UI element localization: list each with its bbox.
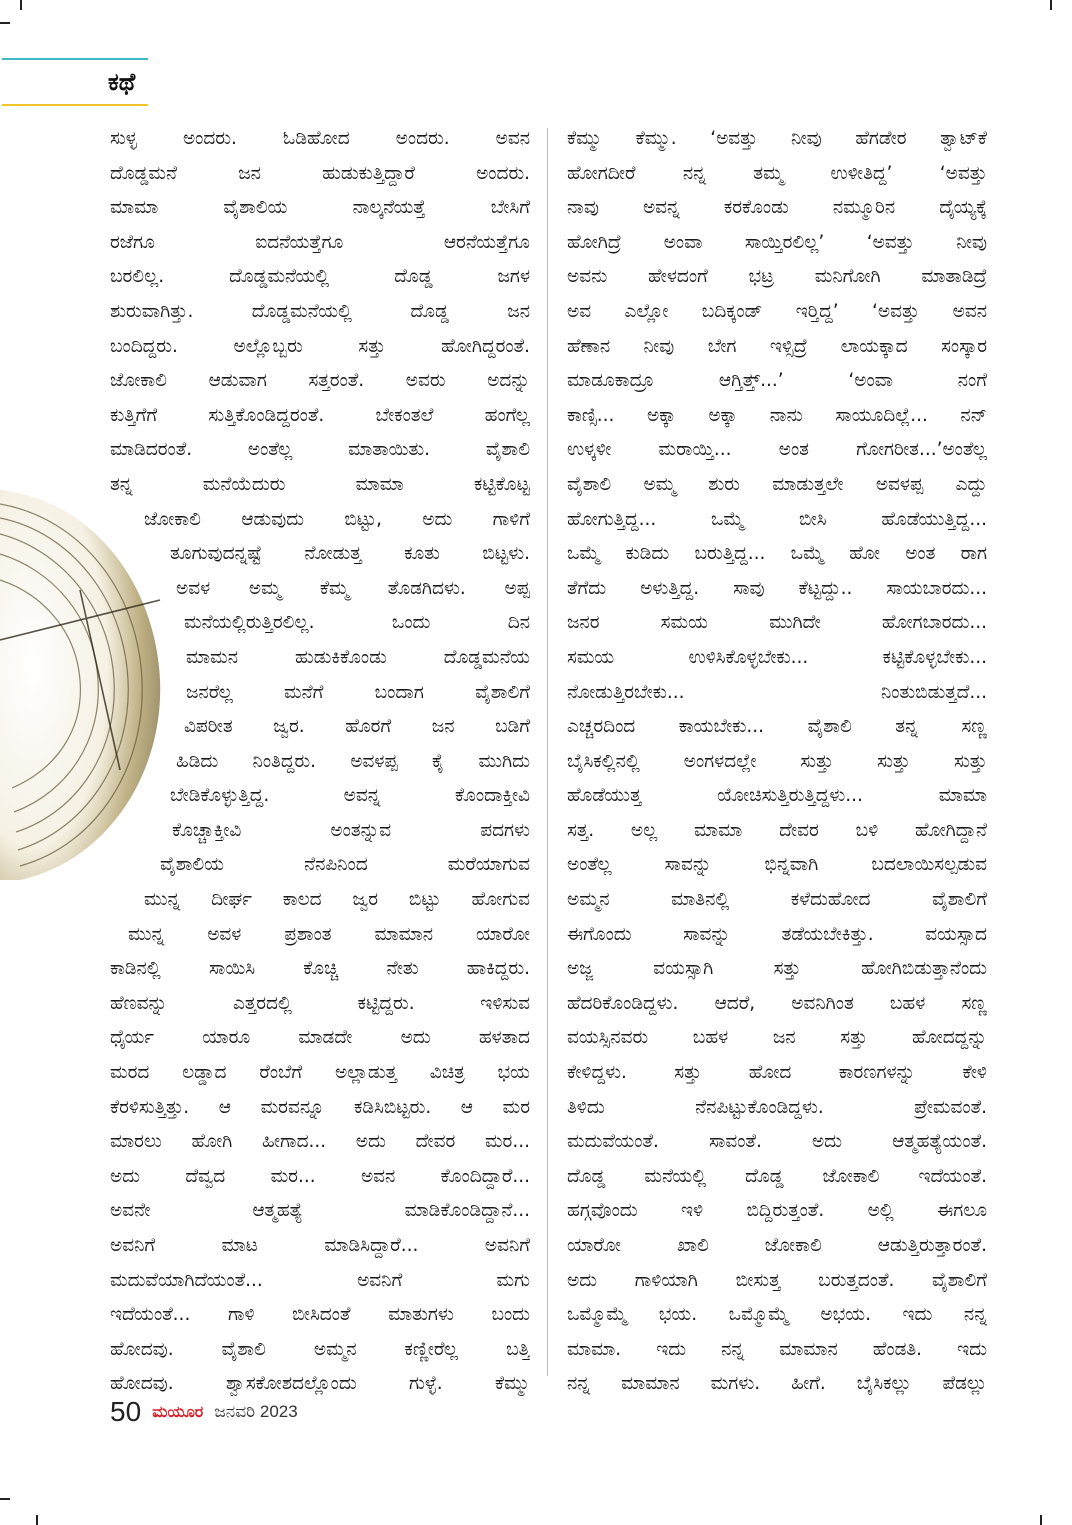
text-line: ಮಾರಲು ಹೋಗಿ ಹೀಗಾದ... ಅದು ದೇವರ ಮರ... — [110, 1131, 530, 1153]
crop-mark — [1040, 1515, 1042, 1525]
text-line: ದೊಡ್ಡ ಮನೆಯಲ್ಲಿ ದೊಡ್ಡ ಜೋಕಾಲಿ ಇದೆಯಂತೆ. — [567, 1165, 987, 1187]
text-line: ಮದುವೆಯಂತೆ. ಸಾವಂತೆ. ಅದು ಆತ್ಮಹತ್ಯೆಯಂತೆ. — [567, 1131, 987, 1153]
text-line: ಹಿಡಿದು ನಿಂತಿದ್ದರು. ಅವಳಪ್ಪ ಕೈ ಮುಗಿದು — [176, 750, 530, 772]
text-line: ನಾವು ಅವನ್ನ ಕರಕೊಂಡು ನಮ್ಮೂರಿನ ದೈಯ್ಯಕ್ಕೆ — [567, 197, 987, 219]
crop-mark — [20, 0, 22, 10]
crop-mark — [36, 1515, 38, 1525]
text-line: ದೊಡ್ಡಮನೆ ಜನ ಹುಡುಕುತ್ತಿದ್ದಾರೆ ಅಂದರು. — [110, 162, 530, 184]
text-line: ಅಂತೆಲ್ಲ ಸಾವನ್ನು ಭಿನ್ನವಾಗಿ ಬದಲಾಯಿಸಲ್ಪಡುವ — [567, 854, 987, 876]
text-line: ಮಾಡೂಕಾದ್ರೂ ಆಗ್ತಿತ್ತ್...’ ‘ಅಂವಾ ನಂಗೆ — [567, 370, 987, 392]
text-line: ಸುಳ್ಳ ಅಂದರು. ಓಡಿಹೋದ ಅಂದರು. ಅವನ — [110, 128, 530, 149]
section-rule-bottom — [2, 104, 148, 106]
text-line: ಜನರೆಲ್ಲ ಮನೆಗೆ ಬಂದಾಗ ವೈಶಾಲಿಗೆ — [186, 681, 530, 703]
page-number: 50 — [110, 1396, 142, 1427]
text-line: ಒಮ್ಮೊಮ್ಮೆ ಭಯ. ಒಮ್ಮೊಮ್ಮೆ ಅಭಯ. ಇದು ನನ್ನ — [567, 1304, 987, 1326]
section-title: ಕಥೆ — [108, 68, 136, 96]
crop-mark — [1050, 0, 1052, 10]
text-line: ಮಾಮನ ಹುಡುಕಿಕೊಂಡು ದೊಡ್ಡಮನೆಯ — [186, 646, 530, 668]
text-line: ತನ್ನ ಮನೆಯೆದುರು ಮಾಮಾ ಕಟ್ಟಿಕೊಟ್ಟ — [110, 473, 530, 495]
text-line: ನನ್ನ ಮಾಮಾನ ಮಗಳು. ಹೀಗೆ. ಬೈಸಿಕಲ್ಲು ಪೆಡಲ್ಲು — [567, 1373, 987, 1395]
text-line: ಧೈರ್ಯ ಯಾರೂ ಮಾಡದೇ ಅದು ಹಳತಾದ — [110, 1027, 530, 1049]
text-line: ಕುತ್ತಿಗೆಗೆ ಸುತ್ತಿಕೊಂಡಿದ್ದರಂತೆ. ಬೇಕಂತಲೆ ಹಂಗೆಲ್ಲ — [110, 404, 530, 426]
text-line: ಹೆಣವನ್ನು ಎತ್ತರದಲ್ಲಿ ಕಟ್ಟಿದ್ದರು. ಇಳಿಸುವ — [110, 992, 530, 1014]
text-line: ಮಾಡಿದರಂತೆ. ಅಂತೆಲ್ಲ ಮಾತಾಯಿತು. ವೈಶಾಲಿ — [110, 439, 530, 461]
text-line: ಮನೆಯಲ್ಲಿರುತ್ತಿರಲಿಲ್ಲ. ಒಂದು ದಿನ — [184, 612, 530, 634]
text-line: ಬೈಸಿಕಲ್ಲಿನಲ್ಲಿ ಅಂಗಳದಲ್ಲೇ ಸುತ್ತು ಸುತ್ತು ಸುತ್ತು — [567, 750, 987, 772]
text-line: ಕೆಮ್ಮು ಕೆಮ್ಮು. ‘ಅವತ್ತು ನೀವು ಹೆಗಡೇರ ತ್ವಾಟ್‌ಕೆ — [567, 128, 987, 149]
text-line: ಮಾಮಾ ವೈಶಾಲಿಯ ನಾಲ್ಕನೆಯತ್ತೆ ಬೇಸಿಗೆ — [110, 197, 530, 219]
text-line: ವಿಪರೀತ ಜ್ವರ. ಹೊರಗೆ ಜನ ಬಡಿಗೆ — [184, 716, 530, 738]
text-line: ಹೆಣಾನ ನೀವು ಬೇಗ ಇಳ್ಸಿದ್ರೆ ಲಾಯಕ್ಕಾದ ಸಂಸ್ಕಾರ — [567, 335, 987, 357]
text-line: ಹೋಗಿದ್ರೆ ಅಂವಾ ಸಾಯ್ತಿರಲಿಲ್ಲ’ ‘ಅವತ್ತು ನೀವು — [567, 231, 987, 253]
text-line: ಮರದ ಲಡ್ಡಾದ ರೆಂಬೆಗೆ ಅಲ್ಲಾಡುತ್ತ ವಿಚಿತ್ರ ಭಯ — [110, 1062, 530, 1084]
text-line: ಮುನ್ನ ದೀರ್ಘ ಕಾಲದ ಜ್ವರ ಬಿಟ್ಟು ಹೋಗುವ — [144, 889, 530, 911]
text-line: ಅವ ಎಲ್ಲೋ ಬದಿಕ್ಕಂಡ್ ಇರ್‍ತಿದ್ದ’ ‘ಅವತ್ತು ಅವನ — [567, 300, 987, 322]
text-line: ಶುರುವಾಗಿತ್ತು. ದೊಡ್ಡಮನೆಯಲ್ಲಿ ದೊಡ್ಡ ಜನ — [110, 300, 530, 322]
text-line: ಹೋಗದೀರೆ ನನ್ನ ತಮ್ಮ ಉಳೀತಿದ್ದ’ ‘ಅವತ್ತು — [567, 162, 987, 184]
text-line: ಇದೆಯಂತೆ... ಗಾಳಿ ಬೀಸಿದಂತೆ ಮಾತುಗಳು ಬಂದು — [110, 1304, 530, 1326]
text-line: ಕೇಳಿದ್ದಳು. ಸತ್ತು ಹೋದ ಕಾರಣಗಳನ್ನು ಕೇಳಿ — [567, 1062, 987, 1084]
text-line: ಅವಳ ಅಮ್ಮ ಕೆಮ್ಮ ತೊಡಗಿದಳು. ಅಪ್ಪ — [176, 577, 530, 599]
text-line: ವೈಶಾಲಿಯ ನೆನಪಿನಿಂದ ಮರೆಯಾಗುವ — [160, 854, 530, 876]
crop-mark — [0, 1498, 10, 1500]
text-line: ಹೆದರಿಕೊಂಡಿದ್ದಳು. ಆದರೆ, ಅವನಿಗಿಂತ ಬಹಳ ಸಣ್ಣ — [567, 992, 987, 1014]
text-line: ಹೊಡೆಯುತ್ತ ಯೋಚಿಸುತ್ತಿರುತ್ತಿದ್ದಳು... ಮಾಮಾ — [567, 785, 987, 807]
issue-date: ಜನವರಿ 2023 — [214, 1402, 298, 1421]
column-divider — [547, 128, 548, 1376]
text-line: ಎಚ್ಚರದಿಂದ ಕಾಯಬೇಕು... ವೈಶಾಲಿ ತನ್ನ ಸಣ್ಣ — [567, 716, 987, 738]
text-line: ಕಾಡಿನಲ್ಲಿ ಸಾಯಿಸಿ ಕೊಚ್ಚಿ ನೇತು ಹಾಕಿದ್ದರು. — [110, 958, 530, 980]
text-line: ಮದುವೆಯಾಗಿದೆಯಂತೆ... ಅವನಿಗೆ ಮಗು — [110, 1269, 530, 1291]
text-line: ಅವನೇ ಆತ್ಮಹತ್ಯೆ ಮಾಡಿಕೊಂಡಿದ್ದಾನೆ... — [110, 1200, 530, 1222]
text-line: ಜನರ ಸಮಯ ಮುಗಿದೇ ಹೋಗಬಾರದು... — [567, 612, 987, 634]
text-line: ಮುನ್ನ ಅವಳ ಪ್ರಶಾಂತ ಮಾಮಾನ ಯಾರೋ — [128, 923, 530, 945]
text-line: ಹೋದವು. ವೈಶಾಲಿ ಅಮ್ಮನ ಕಣ್ಣೀರೆಲ್ಲ ಬತ್ತಿ — [110, 1338, 530, 1360]
text-line: ಕೊಚ್ಚಾಕ್ತೀವಿ ಅಂತನ್ನುವ ಪದಗಳು — [172, 819, 530, 841]
text-line: ರಜೆಗೂ ಐದನೆಯತ್ತೆಗೂ ಆರನೆಯತ್ತೆಗೂ — [110, 231, 530, 253]
text-line: ಬಂದಿದ್ದರು. ಅಲ್ಲೊಬ್ಬರು ಸತ್ತು ಹೋಗಿದ್ದರಂತೆ. — [110, 335, 530, 357]
section-rule-top — [2, 58, 148, 60]
text-line: ತೆಗೆದು ಅಳುತ್ತಿದ್ದ. ಸಾವು ಕೆಟ್ಟದ್ದು.. ಸಾಯಬಾರದು... — [567, 577, 987, 599]
crop-mark — [0, 22, 10, 24]
text-line: ವಯಸ್ಸಿನವರು ಬಹಳ ಜನ ಸತ್ತು ಹೋದದ್ದನ್ನು — [567, 1027, 987, 1049]
article-column-right — [567, 122, 987, 1395]
text-line: ಉಳ್ಕಳೀ ಮರಾಯ್ತಿ... ಅಂತ ಗೋಗರೀತ...’ಅಂತೆಲ್ಲ — [567, 439, 987, 461]
text-line: ಅದು ದೆವ್ವದ ಮರ... ಅವನ ಕೊಂದಿದ್ದಾರೆ... — [110, 1165, 530, 1187]
text-line: ಈಗೊಂದು ಸಾವನ್ನು ತಡೆಯಬೇಕಿತ್ತು. ವಯಸ್ಸಾದ — [567, 923, 987, 945]
text-line: ಅಮ್ಮನ ಮಾತಿನಲ್ಲಿ ಕಳೆದುಹೋದ ವೈಶಾಲಿಗೆ — [567, 889, 987, 911]
text-line: ಯಾರೋ ಖಾಲಿ ಜೋಕಾಲಿ ಆಡುತ್ತಿರುತ್ತಾರಂತೆ. — [567, 1235, 987, 1256]
text-line: ಅಜ್ಜ ವಯಸ್ಸಾಗಿ ಸತ್ತು ಹೋಗಿಬಿಡುತ್ತಾನೆಂದು — [567, 958, 987, 980]
text-line: ಹೋಗುತ್ತಿದ್ದ... ಒಮ್ಮೆ ಬೀಸಿ ಹೊಡೆಯುತ್ತಿದ್ದ... — [567, 508, 987, 530]
text-line: ಅವನಿಗೆ ಮಾಟ ಮಾಡಿಸಿದ್ದಾರೆ... ಅವನಿಗೆ — [110, 1235, 530, 1256]
text-line: ಬರಲಿಲ್ಲ. ದೊಡ್ಡಮನೆಯಲ್ಲಿ ದೊಡ್ಡ ಜಗಳ — [110, 266, 530, 288]
text-line: ಹೋದವು. ಶ್ವಾಸಕೋಶದಲ್ಲೊಂದು ಗುಳ್ಳೆ. ಕೆಮ್ಮು — [110, 1373, 530, 1395]
text-line: ಕಾಣ್ಸಿ... ಅಕ್ಕಾ ಅಕ್ಕಾ ನಾನು ಸಾಯೂದಿಲ್ಲೆ... ನನ್ — [567, 404, 987, 426]
text-line: ತಿಳಿದು ನೆನಪಿಟ್ಟುಕೊಂಡಿದ್ದಳು. ಪ್ರೇಮವಂತೆ. — [567, 1096, 987, 1118]
text-line: ಮಾಮಾ. ಇದು ನನ್ನ ಮಾಮಾನ ಹೆಂಡತಿ. ಇದು — [567, 1338, 987, 1360]
text-line: ಸಮಯ ಉಳಿಸಿಕೊಳ್ಳಬೇಕು... ಕಟ್ಟಿಕೊಳ್ಳಬೇಕು... — [567, 646, 987, 668]
text-line: ಹಗ್ಗವೊಂದು ಇಳಿ ಬಿದ್ದಿರುತ್ತಂತೆ. ಅಲ್ಲಿ ಈಗಲೂ — [567, 1200, 987, 1222]
text-line: ವೈಶಾಲಿ ಅಮ್ಮ ಶುರು ಮಾಡುತ್ತಲೇ ಅವಳಪ್ಪ ಎದ್ದು — [567, 473, 987, 495]
text-line: ನೋಡುತ್ತಿರಬೇಕು... ನಿಂತುಬಿಡುತ್ತದೆ... — [567, 681, 987, 703]
text-line: ಸತ್ತ. ಅಲ್ಲ ಮಾಮಾ ದೇವರ ಬಳಿ ಹೋಗಿದ್ದಾನೆ — [567, 819, 987, 841]
text-line: ಜೋಕಾಲಿ ಆಡುವುದು ಬಿಟ್ಟು, ಅದು ಗಾಳಿಗೆ — [144, 508, 530, 530]
page-footer — [110, 1396, 298, 1428]
text-line: ಬೇಡಿಕೊಳ್ಳುತ್ತಿದ್ದ. ಅವನ್ನ ಕೊಂದಾಕ್ತೀವಿ — [170, 785, 530, 807]
text-line: ಕೆರಳಿಸುತ್ತಿತ್ತು. ಆ ಮರವನ್ನೂ ಕಡಿಸಿಬಿಟ್ಟರು. ಆ ಮರ — [110, 1096, 530, 1118]
text-line: ಒಮ್ಮೆ ಕುಡಿದು ಬರುತ್ತಿದ್ದ... ಒಮ್ಮೆ ಹೋ ಅಂತ ರಾಗ — [567, 543, 987, 565]
article-column-left — [110, 122, 530, 1395]
text-line: ತೂಗುವುದನ್ನಷ್ಟೆ ನೋಡುತ್ತ ಕೂತು ಬಿಟ್ಟಳು. — [170, 543, 530, 565]
section-header — [0, 56, 160, 108]
text-line: ಜೋಕಾಲಿ ಆಡುವಾಗ ಸತ್ತರಂತೆ. ಅವರು ಅದನ್ನು — [110, 370, 530, 392]
text-line: ಅದು ಗಾಳಿಯಾಗಿ ಬೀಸುತ್ತ ಬರುತ್ತದಂತೆ. ವೈಶಾಲಿಗೆ — [567, 1269, 987, 1291]
text-line: ಅವನು ಹೇಳದಂಗೆ ಭಟ್ರ ಮನಿಗೋಗಿ ಮಾತಾಡಿದ್ರೆ — [567, 266, 987, 288]
magazine-logo: ಮಯೂರ — [152, 1402, 204, 1421]
